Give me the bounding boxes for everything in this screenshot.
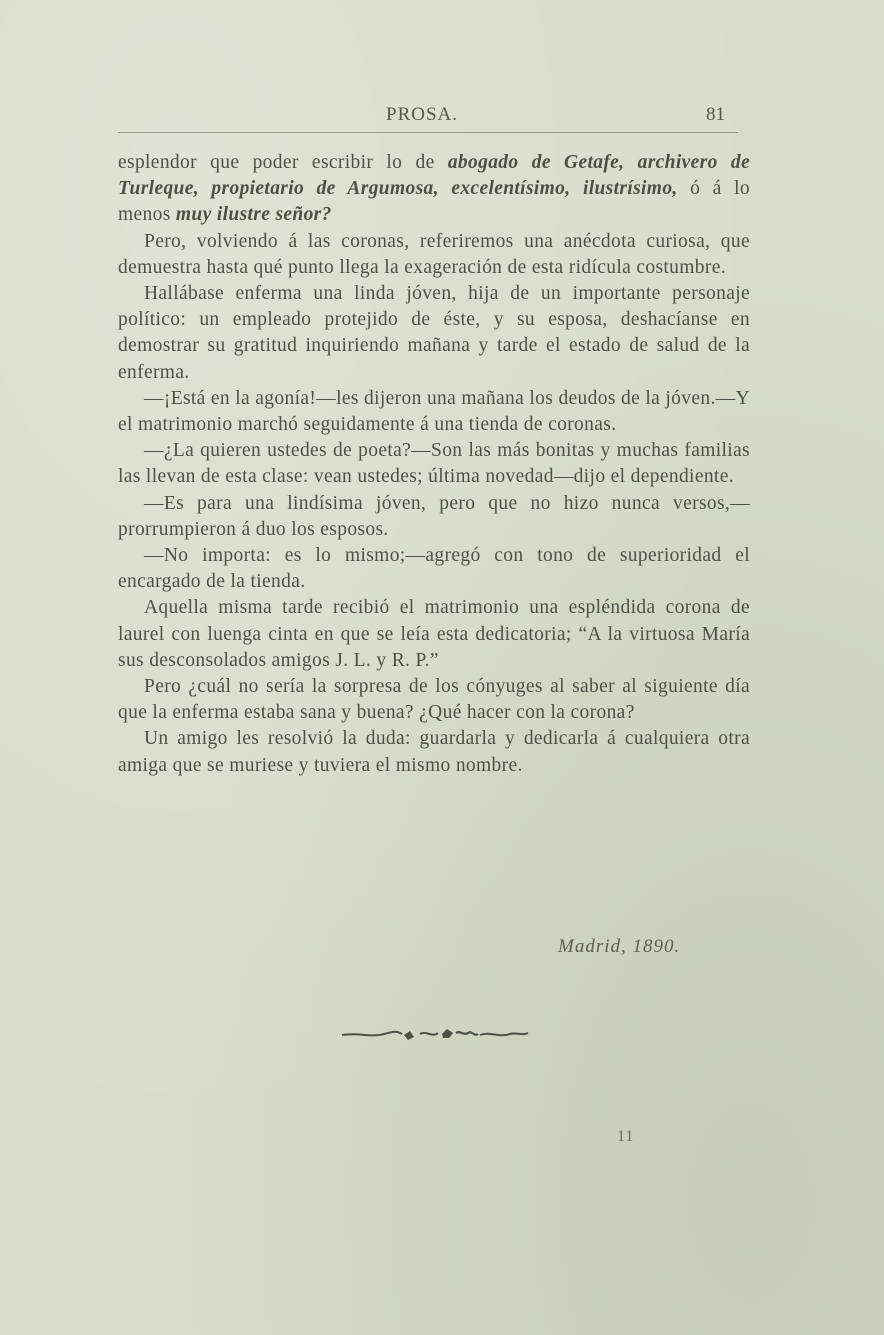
text-run: Pero ¿cuál no sería la sorpresa de los cónyuges al saber al siguiente día que la enferma estaba sana y buena? ¿Qué hacer con la corona? [118, 676, 750, 724]
body-text [118, 150, 750, 779]
paragraph [118, 595, 750, 674]
text-run: —¡Está en la agonía!—les dijeron una mañana los deudos de la jóven.—Y el matrimonio marchó seguidamente á una tienda de coronas. [118, 387, 750, 436]
paragraph [118, 281, 750, 386]
dateline: Madrid, 1890. [558, 936, 681, 957]
paragraph [118, 674, 750, 726]
text-run: —Es para una lindísima jóven, pero que no hizo nunca versos,—prorrumpieron á duo los esposos. [118, 492, 750, 540]
text-run: Un amigo les resolvió la duda: guardarla y dedicarla á cualquiera otra amiga que se muriese y tuviera el mismo nombre. [118, 728, 750, 776]
paragraph [118, 438, 750, 490]
page-number: 81 [706, 104, 725, 125]
printers-flourish-icon [340, 1026, 530, 1042]
text-run: Hallábase enferma una linda jóven, hija de un importante personaje político: un empleado protejido de éste, y su esposa, deshacíanse en demostrar su gratitud inquiriendo mañana y tarde el estado de salud de la enferma. [118, 283, 750, 383]
paragraph [118, 229, 750, 281]
text-run: Aquella misma tarde recibió el matrimonio una espléndida corona de laurel con luenga cinta en que se leía esta dedicatoria; “A la virtuosa María sus desconsolados amigos J. L. y R. P.” [118, 597, 750, 671]
text-run: ó á lo menos [118, 178, 750, 226]
signature-mark: 11 [617, 1128, 635, 1145]
text-run: —No importa: es lo mismo;—agregó con tono de superioridad el encargado de la tienda. [118, 545, 750, 593]
paragraph [118, 491, 750, 543]
text-run: esplendor que poder escribir lo de [118, 152, 448, 173]
paragraph [118, 150, 750, 229]
running-title: PROSA. [386, 104, 458, 125]
italic-phrase: abogado de Getafe, archivero de Turleque, propietario de Argumosa, excelentísimo, ilustrísimo, [118, 152, 750, 200]
paragraph [118, 386, 750, 438]
running-head [118, 104, 738, 132]
paragraph [118, 726, 750, 778]
text-run: —¿La quieren ustedes de poeta?—Son las más bonitas y muchas familias las llevan de esta clase: vean ustedes; última novedad—dijo el dependiente. [118, 440, 750, 488]
paragraph [118, 543, 750, 595]
text-run: Pero, volviendo á las coronas, referiremos una anécdota curiosa, que demuestra hasta qué punto llega la exageración de esta ridícula costumbre. [118, 230, 750, 278]
header-rule [118, 132, 738, 133]
italic-phrase: muy ilustre señor? [175, 204, 332, 226]
